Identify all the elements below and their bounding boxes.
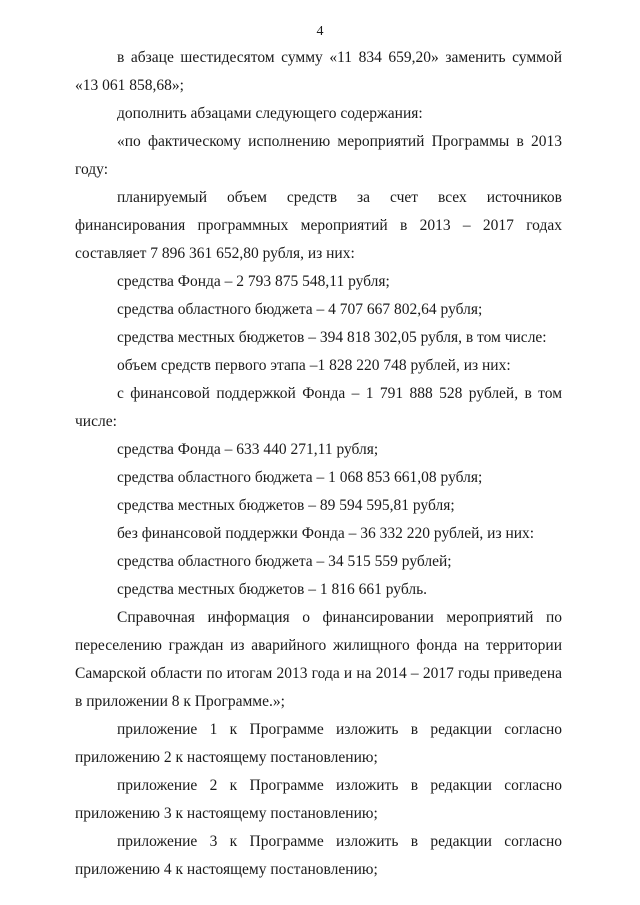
paragraph-15: средства местных бюджетов – 1 816 661 рубль. [117, 581, 428, 598]
paragraph-7: средства местных бюджетов – 394 818 302,05 рубля, в том числе: [117, 329, 547, 346]
paragraph-16: Справочная информация о финансировании мероприятий по переселению граждан из аварийного жилищного фонда на территории Самарской области по итогам 2013 года и на 2014 – 2017 годы приведена в приложении 8 к Программе.»; [75, 609, 562, 710]
paragraph-13: без финансовой поддержки Фонда – 36 332 220 рублей, из них: [117, 525, 535, 542]
document-body [75, 44, 562, 884]
paragraph-3: «по фактическому исполнению мероприятий Программы в 2013 году: [75, 133, 562, 178]
paragraph-18: приложение 2 к Программе изложить в редакции согласно приложению 3 к настоящему постановлению; [75, 777, 562, 822]
paragraph-9: с финансовой поддержкой Фонда – 1 791 888 528 рублей, в том числе: [75, 385, 562, 430]
paragraph-4: планируемый объем средств за счет всех источников финансирования программных мероприятий в 2013 – 2017 годах составляет 7 896 361 652,80 рубля, из них: [75, 189, 562, 262]
paragraph-1: в абзаце шестидесятом сумму «11 834 659,20» заменить суммой «13 061 858,68»; [75, 49, 562, 94]
paragraph-11: средства областного бюджета – 1 068 853 661,08 рубля; [117, 469, 483, 486]
paragraph-17: приложение 1 к Программе изложить в редакции согласно приложению 2 к настоящему постановлению; [75, 721, 562, 766]
paragraph-12: средства местных бюджетов – 89 594 595,81 рубля; [117, 497, 455, 514]
page-number: 4 [316, 24, 324, 39]
paragraph-10: средства Фонда – 633 440 271,11 рубля; [117, 441, 379, 458]
paragraph-2: дополнить абзацами следующего содержания: [117, 105, 423, 122]
paragraph-6: средства областного бюджета – 4 707 667 802,64 рубля; [117, 301, 483, 318]
paragraph-5: средства Фонда – 2 793 875 548,11 рубля; [117, 273, 390, 290]
paragraph-14: средства областного бюджета – 34 515 559 рублей; [117, 553, 452, 570]
paragraph-19: приложение 3 к Программе изложить в редакции согласно приложению 4 к настоящему постановлению; [75, 833, 562, 878]
paragraph-8: объем средств первого этапа –1 828 220 748 рублей, из них: [117, 357, 511, 374]
